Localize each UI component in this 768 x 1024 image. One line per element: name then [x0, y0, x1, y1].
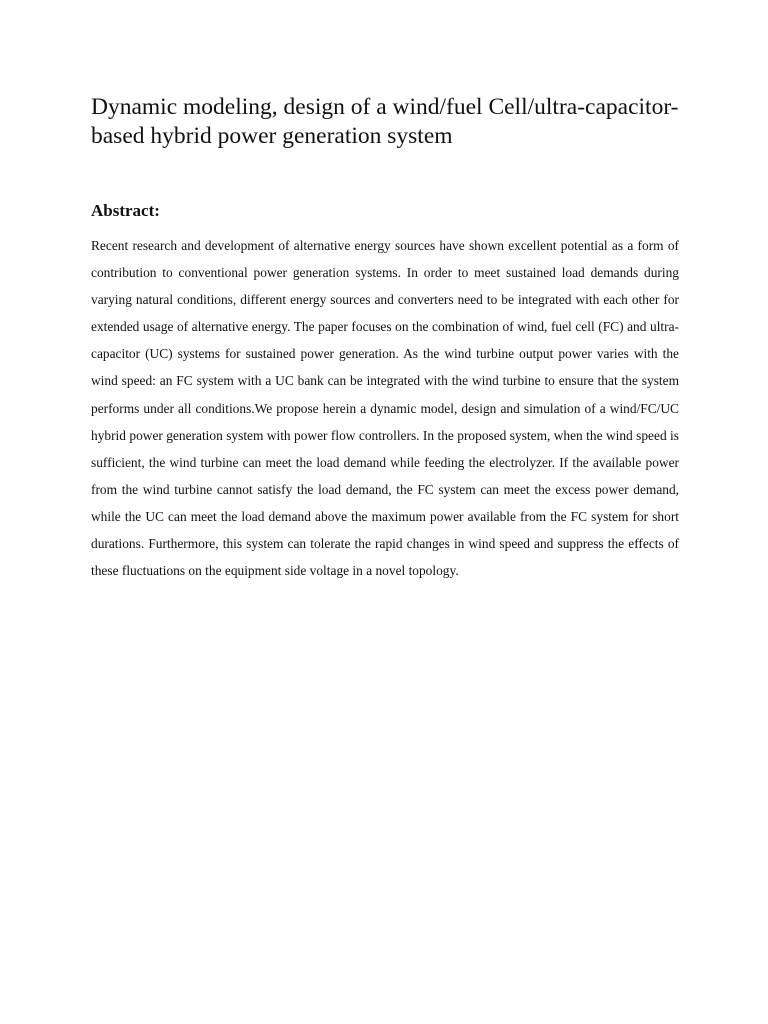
abstract-paragraph: Recent research and development of alternative energy sources have shown excellent potential as a form of contribution to conventional power generation systems. In order to meet sustained load demands during varying natural conditions, different energy sources and converters need to be integrated with each other for extended usage of alternative energy. The paper focuses on the combination of wind, fuel cell (FC) and ultra-capacitor (UC) systems for sustained power generation. As the wind turbine output power varies with the wind speed: an FC system with a UC bank can be integrated with the wind turbine to ensure that the system performs under all conditions.We propose herein a dynamic model, design and simulation of a wind/FC/UC hybrid power generation system with power flow controllers. In the proposed system, when the wind speed is sufficient, the wind turbine can meet the load demand while feeding the electrolyzer. If the available power from the wind turbine cannot satisfy the load demand, the FC system can meet the excess power demand, while the UC can meet the load demand above the maximum power available from the FC system for short durations. Furthermore, this system can tolerate the rapid changes in wind speed and suppress the effects of these fluctuations on the equipment side voltage in a novel topology. [91, 238, 679, 579]
paper-title: Dynamic modeling, design of a wind/fuel Cell/ultra-capacitor-based hybrid power generation system [91, 94, 679, 149]
abstract-heading: Abstract: [91, 201, 160, 220]
